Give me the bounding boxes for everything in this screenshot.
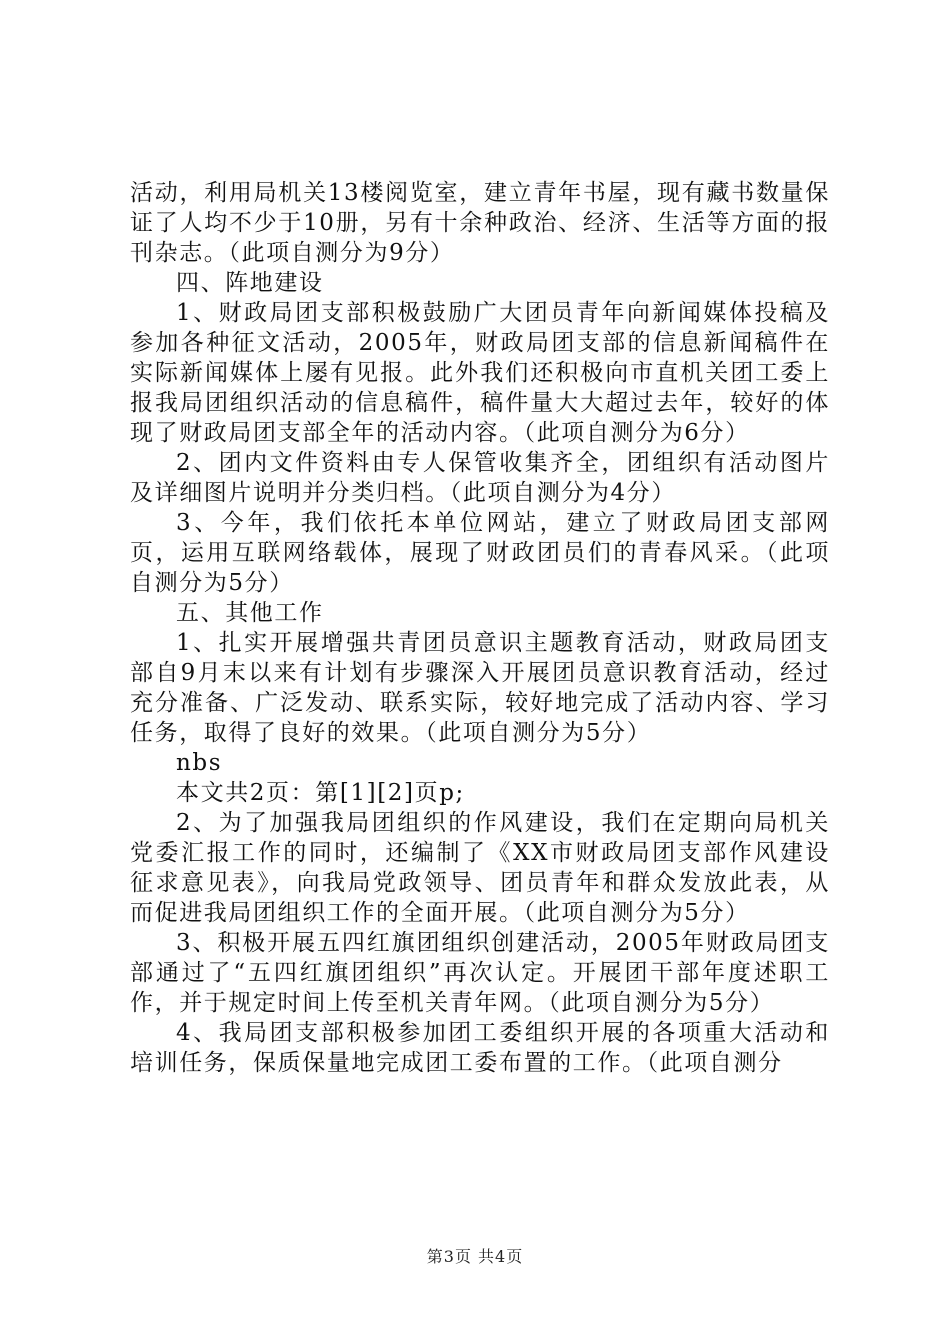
section-heading-other-work: 五、其他工作 (176, 600, 324, 626)
paragraph-item: 3、今年，我们依托本单位网站，建立了财政局团支部网页，运用互联网络载体，展现了财政团员们的青春风采。（此项自测分为5分） (130, 510, 830, 596)
paragraph-item: 4、我局团支部积极参加团工委组织开展的各项重大活动和培训任务，保质保量地完成团工委布置的工作。（此项自测分 (130, 1020, 830, 1076)
paragraph-item: 3、积极开展五四红旗团组织创建活动，2005年财政局团支部通过了“五四红旗团组织”再次认定。开展团干部年度述职工作，并于规定时间上传至机关青年网。（此项自测分为5分） (130, 930, 830, 1016)
paragraph-item: 2、为了加强我局团组织的作风建设，我们在定期向局机关党委汇报工作的同时，还编制了《XX市财政局团支部作风建设征求意见表》，向我局党政领导、团员青年和群众发放此表，从而促进我局团组织工作的全面开展。（此项自测分为5分） (130, 810, 830, 926)
paragraph-item: 2、团内文件资料由专人保管收集齐全，团组织有活动图片及详细图片说明并分类归档。（此项自测分为4分） (130, 450, 830, 506)
document-body (130, 178, 830, 1078)
section-heading-position-building: 四、阵地建设 (176, 270, 324, 296)
paragraph-continuation: 活动，利用局机关13楼阅览室，建立青年书屋，现有藏书数量保证了人均不少于10册，另有十余种政治、经济、生活等方面的报刊杂志。（此项自测分为9分） (130, 180, 830, 266)
page-split-note: 本文共2页：第[1][2]页p; (176, 780, 465, 806)
page-footer: 第3页 共4页 (426, 1247, 524, 1266)
stray-text: nbs (176, 750, 223, 776)
paragraph-item: 1、财政局团支部积极鼓励广大团员青年向新闻媒体投稿及参加各种征文活动，2005年，财政局团支部的信息新闻稿件在实际新闻媒体上屡有见报。此外我们还积极向市直机关团工委上报我局团组织活动的信息稿件，稿件量大大超过去年，较好的体现了财政局团支部全年的活动内容。（此项自测分为6分） (130, 300, 830, 446)
paragraph-item: 1、扎实开展增强共青团员意识主题教育活动，财政局团支部自9月末以来有计划有步骤深入开展团员意识教育活动，经过充分准备、广泛发动、联系实际，较好地完成了活动内容、学习任务，取得了良好的效果。（此项自测分为5分） (130, 630, 830, 746)
